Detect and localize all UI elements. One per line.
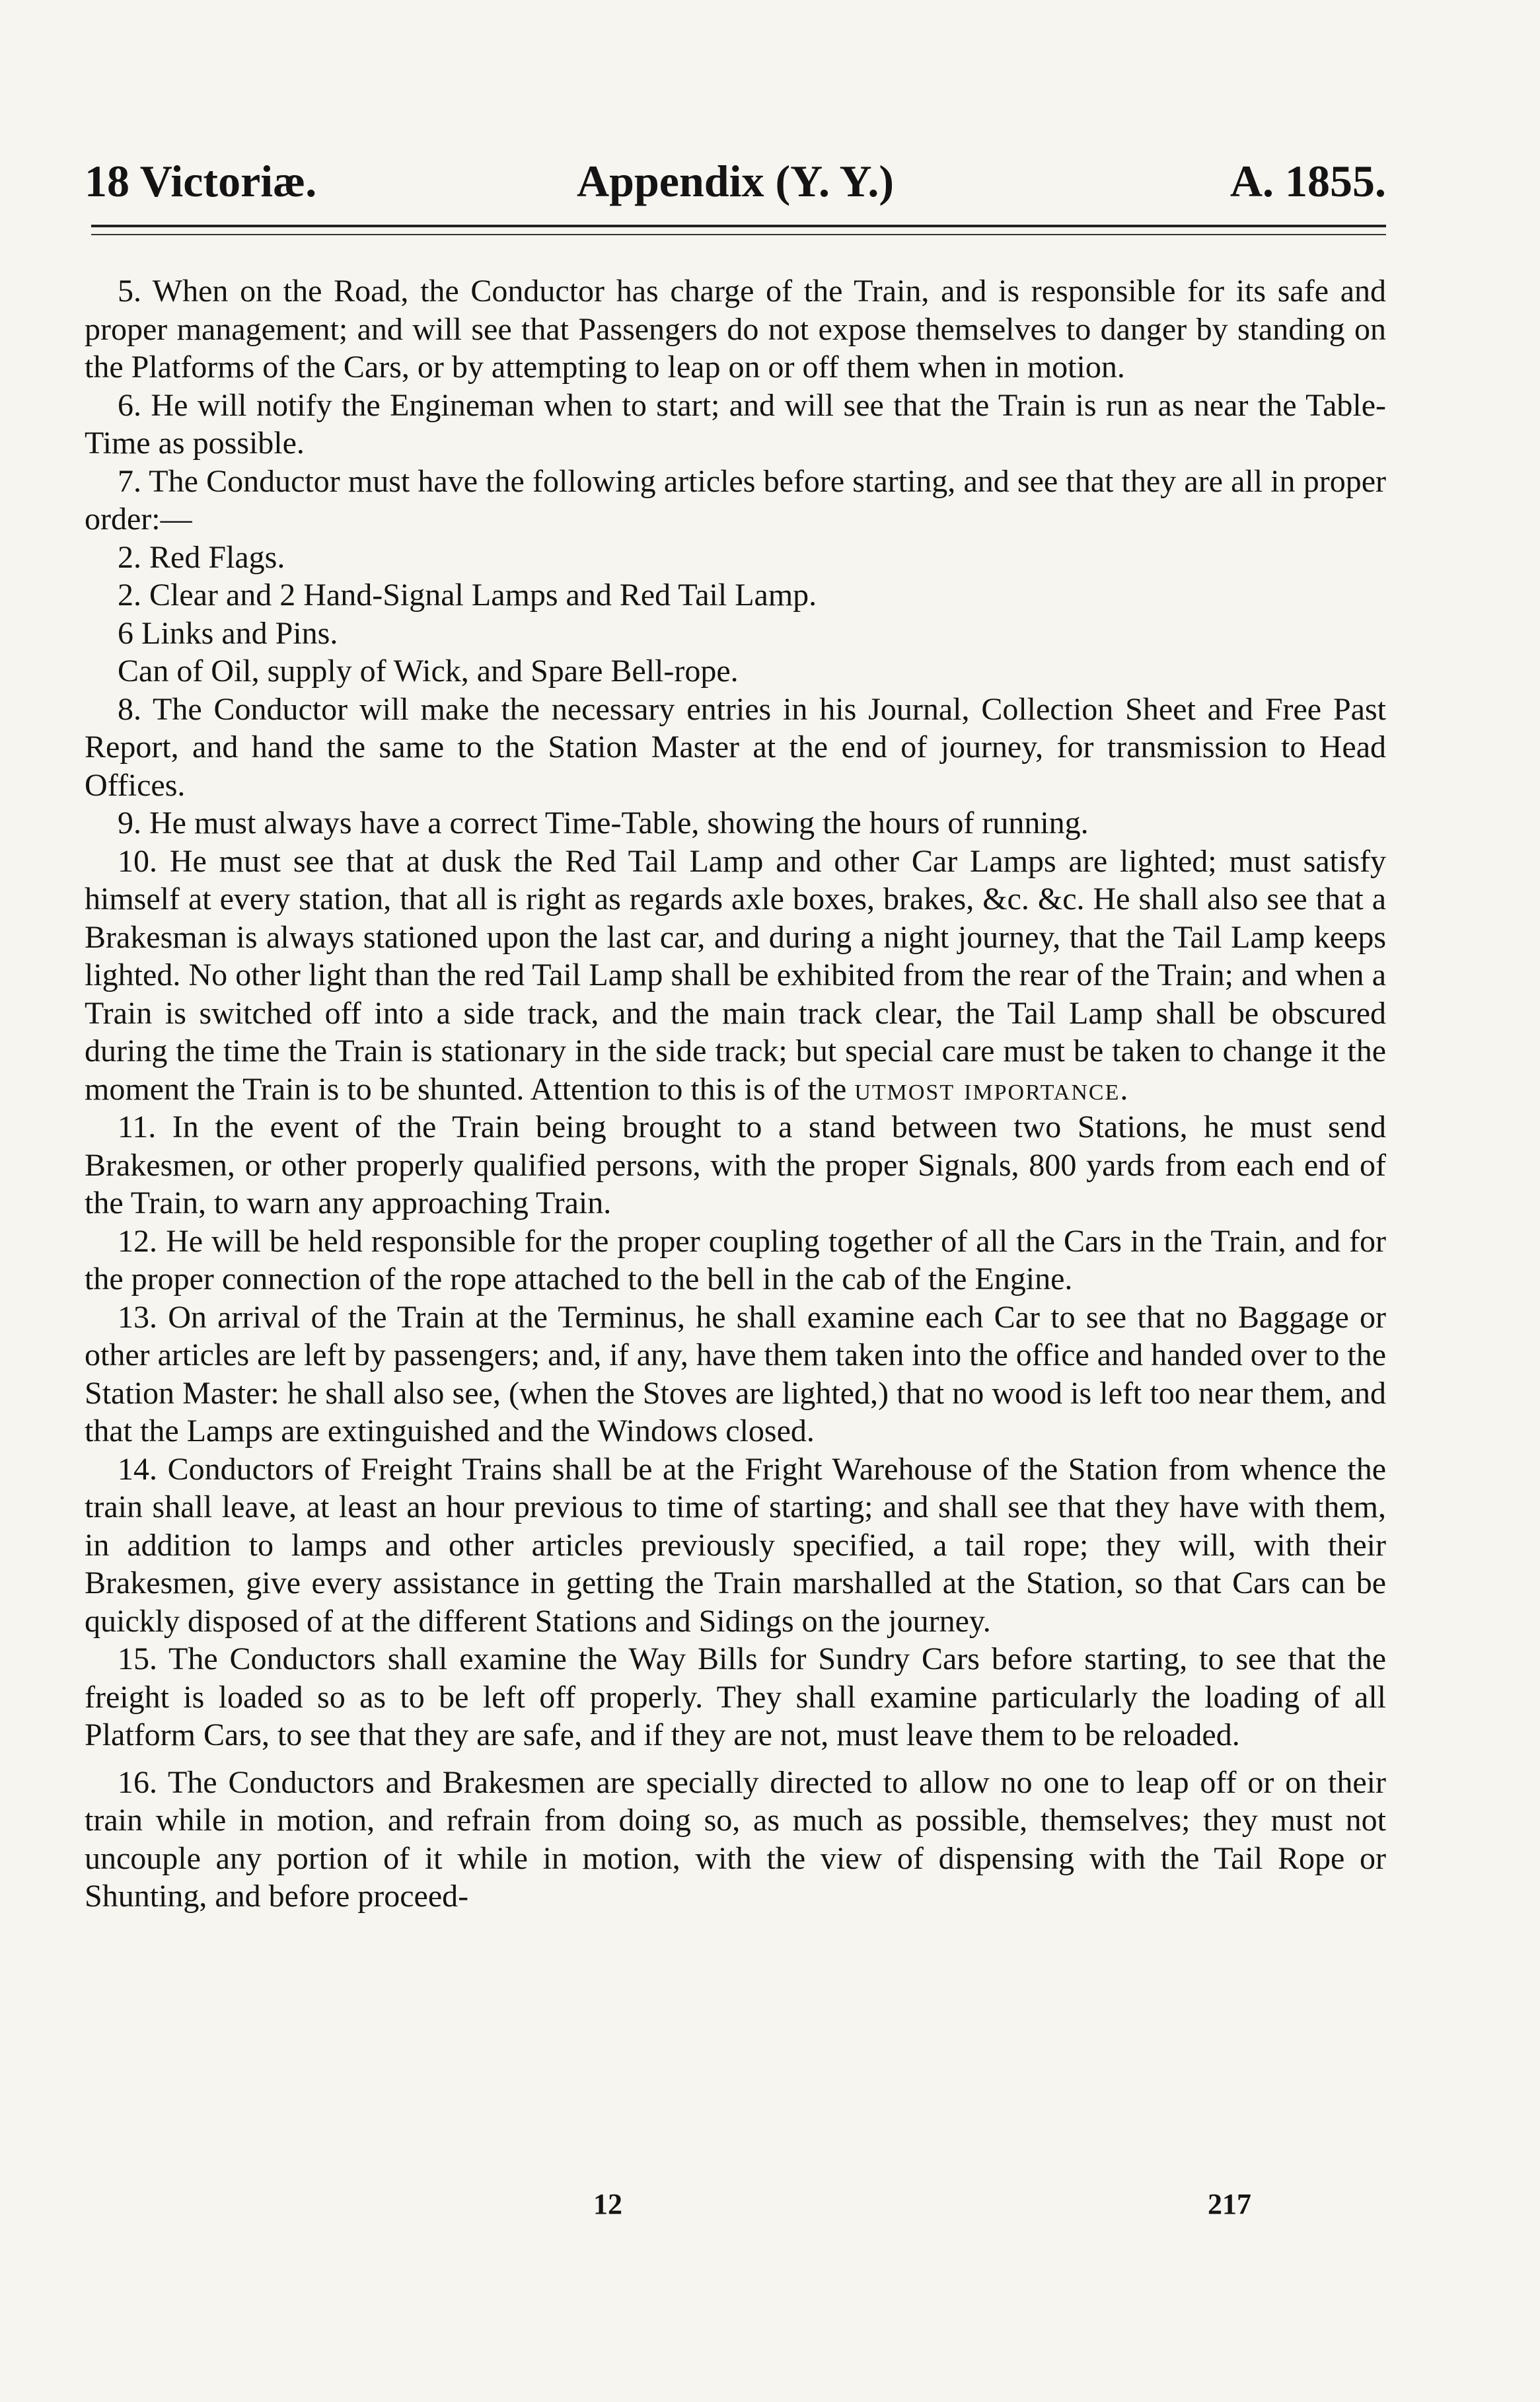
- paragraph-14: 14. Conductors of Freight Trains shall be at the Fright Warehouse of the Station from whence the train shall leave, at least an hour previous to time of starting; and shall see that they have with them, in addition to lamps and other articles previously specified, a tail rope; they will, with their Brakesmen, give every assistance in getting the Train marshalled at the Station, so that Cars can be quickly disposed of at the different Stations and Sidings on the journey.: [85, 1451, 1386, 1639]
- body-text: [85, 272, 1386, 1916]
- paragraph-gap: [85, 1754, 1386, 1764]
- paragraph-16: 16. The Conductors and Brakesmen are specially directed to allow no one to leap off or on their train while in motion, and refrain from doing so, as much as possible, themselves; they must not uncouple any portion of it while in motion, with the view of dispensing with the Tail Rope or Shunting, and before proceed-: [85, 1764, 1386, 1914]
- paragraph-8: 8. The Conductor will make the necessary entries in his Journal, Collection Sheet and Free Past Report, and hand the same to the Station Master at the end of journey, for transmission to Head Offices.: [85, 691, 1386, 803]
- list-item-red-flags: 2. Red Flags.: [118, 539, 285, 575]
- paragraph-10-emphasis: utmost importance.: [854, 1071, 1130, 1107]
- paragraph-10: [85, 843, 1386, 1109]
- paragraph-15: 15. The Conductors shall examine the Way Bills for Sundry Cars before starting, to see that the freight is loaded so as to be left off properly. They shall examine particularly the loading of all Platform Cars, to see that they are safe, and if they are not, must leave them to be reloaded.: [85, 1641, 1386, 1752]
- paragraph-9: 9. He must always have a correct Time-Table, showing the hours of running.: [118, 806, 1089, 841]
- signature-mark: 12: [593, 2188, 622, 2220]
- header-regnal-year: 18 Victoriæ.: [85, 156, 317, 206]
- paragraph-12: 12. He will be held responsible for the proper coupling together of all the Cars in the Train, and for the proper connection of the rope attached to the bell in the cab of the Engine.: [85, 1223, 1386, 1296]
- paragraph-7: 7. The Conductor must have the following articles before starting, and see that they are all in proper order:—: [85, 463, 1386, 537]
- list-item-links-pins: 6 Links and Pins.: [118, 615, 338, 651]
- page-number: 217: [1208, 2188, 1251, 2220]
- list-item-lamps: 2. Clear and 2 Hand-Signal Lamps and Red Tail Lamp.: [118, 578, 817, 613]
- paragraph-10-text: 10. He must see that at dusk the Red Tail Lamp and other Car Lamps are lighted; must satisfy himself at every station, that all is right as regards axle boxes, brakes, &c. &c. He shall also see that a Brakesman is always stationed upon the last car, and during a night journey, that the Tail Lamp keeps lighted. No other light than the red Tail Lamp shall be exhibited from the rear of the Train; and when a Train is switched off into a side track, and the main track clear, the Tail Lamp shall be obscured during the time the Train is stationary in the side track; but special care must be taken to change it the moment the Train is to be shunted. Attention to this is of the: [85, 843, 1386, 1107]
- paragraph-5: 5. When on the Road, the Conductor has charge of the Train, and is responsible for its safe and proper management; and will see that Passengers do not expose themselves to danger by standing on the Platforms of the Cars, or by attempting to leap on or off them when in motion.: [85, 274, 1386, 385]
- paragraph-11: 11. In the event of the Train being brought to a stand between two Stations, he must send Brakesmen, or other properly qualified persons, with the proper Signals, 800 yards from each end of the Train, to warn any approaching Train.: [85, 1109, 1386, 1220]
- header-rule-thick: [91, 225, 1386, 227]
- paragraph-13: 13. On arrival of the Train at the Terminus, he shall examine each Car to see that no Baggage or other articles are left by passengers; and, if any, have them taken into the office and handed over to the Station Master: he shall also see, (when the Stoves are lighted,) that no wood is left too near them, and that the Lamps are extinguished and the Windows closed.: [85, 1299, 1386, 1448]
- document-page: [85, 106, 1386, 2313]
- list-item-oil-wick: Can of Oil, supply of Wick, and Spare Bell-rope.: [118, 654, 739, 689]
- paragraph-6: 6. He will notify the Engineman when to start; and will see that the Train is run as near the Table-Time as possible.: [85, 387, 1386, 461]
- header-year: A. 1855.: [1229, 156, 1386, 206]
- running-header: [85, 129, 1386, 215]
- header-appendix-title: Appendix (Y. Y.): [577, 156, 894, 206]
- header-rule-thin: [91, 234, 1386, 235]
